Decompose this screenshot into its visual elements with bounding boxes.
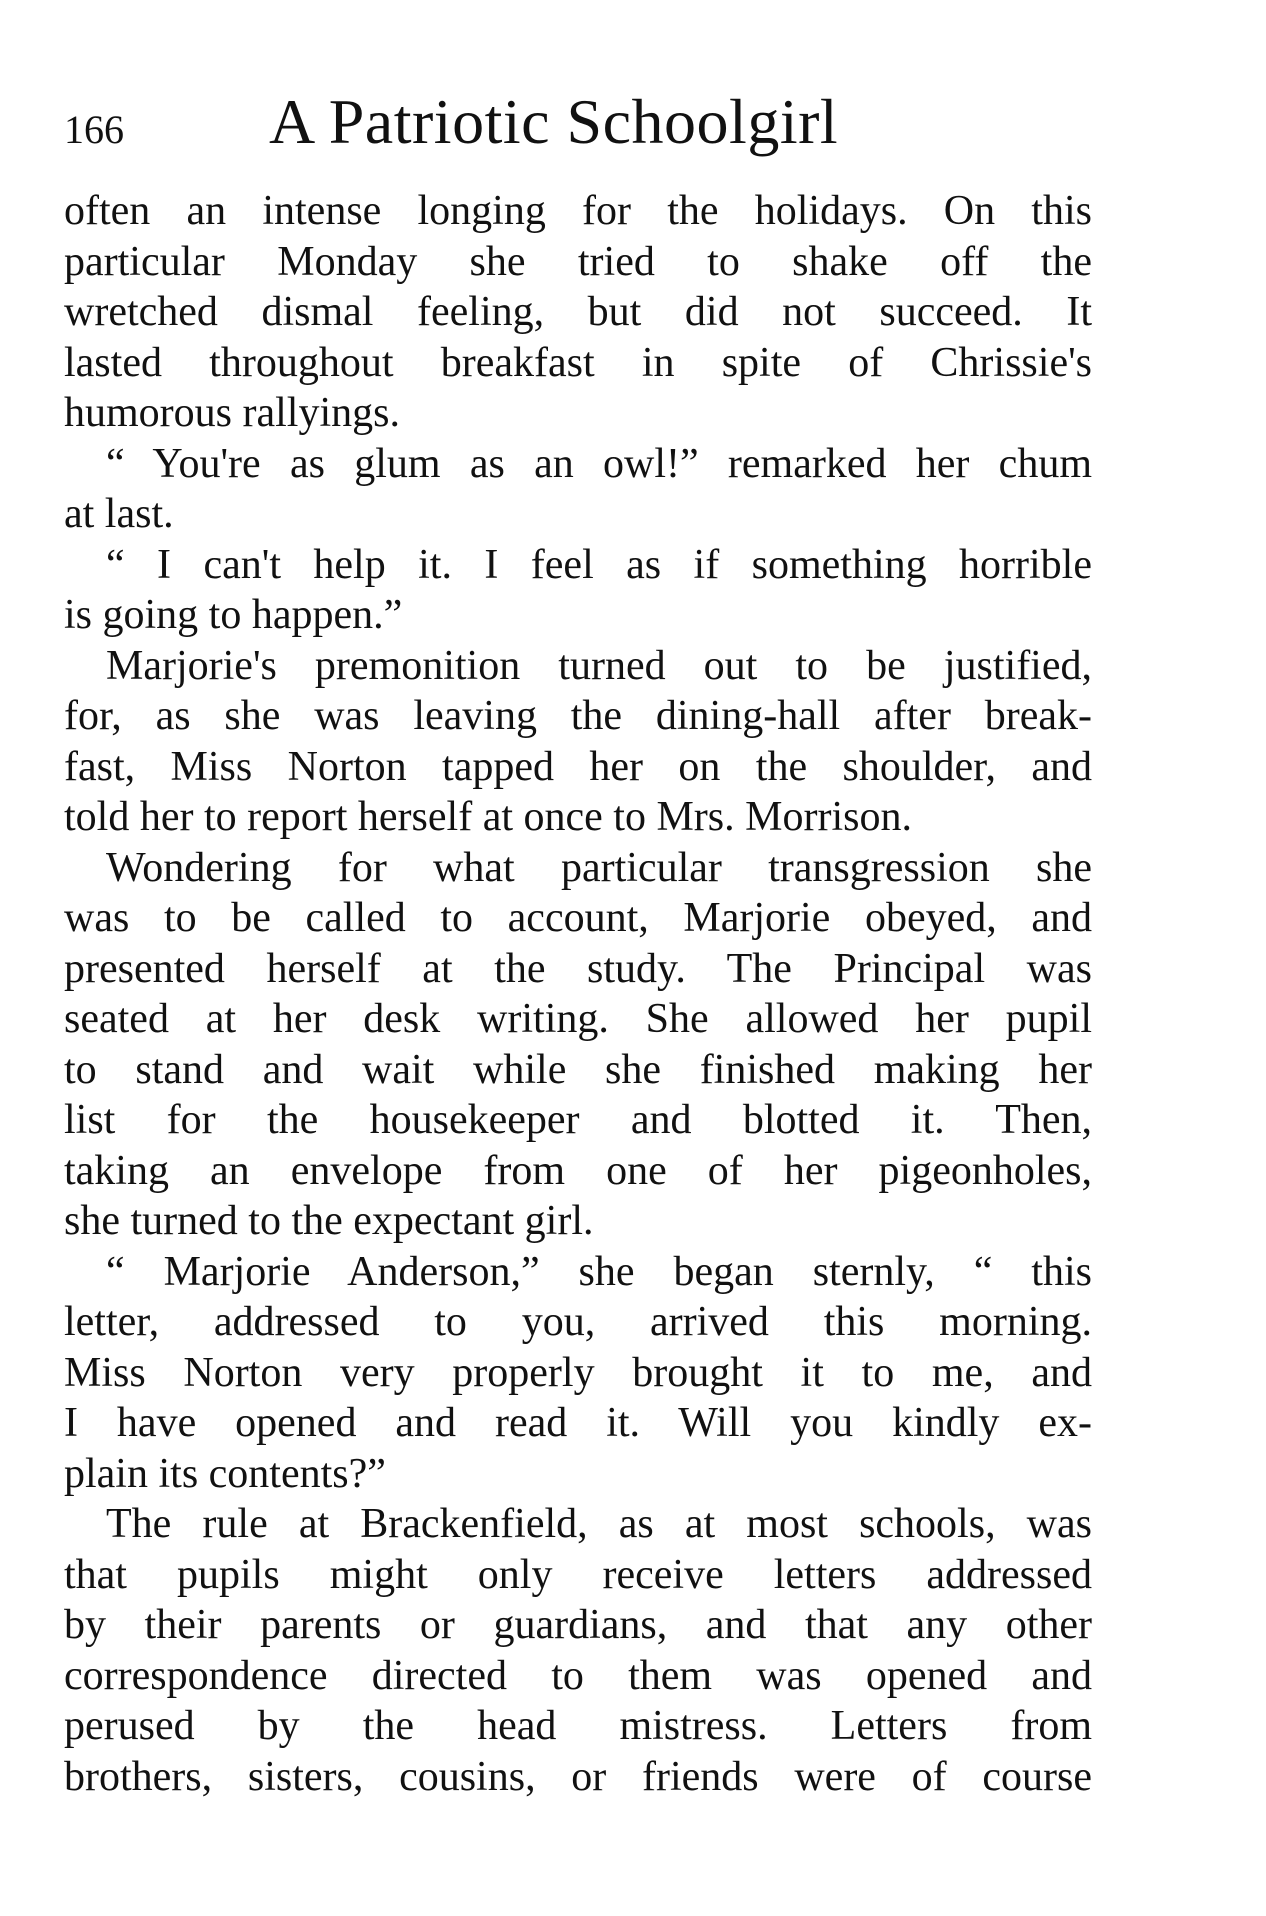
text-line: letter, addressed to you, arrived this morning. — [64, 1299, 1092, 1345]
text-line: often an intense longing for the holidays. On this — [64, 188, 1092, 234]
text-line: lasted throughout breakfast in spite of Chrissie's — [64, 339, 1092, 386]
text-line: The rule at Brackenfield, as at most schools, was — [106, 1501, 1092, 1547]
text-line: “ I can't help it. I feel as if something horrible — [106, 541, 1092, 588]
text-line: brothers, sisters, cousins, or friends were of course — [64, 1753, 1092, 1800]
running-title: A Patriotic Schoolgirl — [269, 86, 839, 157]
text-line: particular Monday she tried to shake off the — [64, 238, 1092, 285]
text-line: Wondering for what particular transgression she — [106, 844, 1092, 891]
body-text — [64, 186, 1092, 1802]
text-line: humorous rallyings. — [64, 390, 400, 436]
text-line: Miss Norton very properly brought it to me, and — [64, 1349, 1092, 1396]
text-line: list for the housekeeper and blotted it. Then, — [64, 1097, 1092, 1143]
text-line: wretched dismal feeling, but did not succeed. It — [64, 289, 1092, 335]
text-line: was to be called to account, Marjorie obeyed, and — [64, 895, 1092, 941]
text-line: seated at her desk writing. She allowed her pupil — [64, 996, 1092, 1042]
text-line: fast, Miss Norton tapped her on the shoulder, and — [64, 743, 1092, 790]
text-line: that pupils might only receive letters addressed — [64, 1551, 1092, 1598]
text-line: presented herself at the study. The Principal was — [64, 945, 1092, 992]
text-line: by their parents or guardians, and that any other — [64, 1602, 1092, 1648]
text-line: perused by the head mistress. Letters from — [64, 1703, 1092, 1749]
text-line: to stand and wait while she finished making her — [64, 1046, 1092, 1093]
text-line: plain its contents?” — [64, 1450, 386, 1497]
text-line: told her to report herself at once to Mrs. Morrison. — [64, 794, 912, 840]
text-line: correspondence directed to them was opened and — [64, 1652, 1092, 1699]
text-line: Marjorie's premonition turned out to be justified, — [106, 642, 1092, 689]
page-number: 166 — [64, 107, 124, 152]
text-line: for, as she was leaving the dining-hall after break- — [64, 693, 1092, 739]
text-line: she turned to the expectant girl. — [64, 1198, 594, 1244]
text-line: “ Marjorie Anderson,” she began sternly, “ this — [106, 1248, 1092, 1295]
page-header — [64, 72, 1104, 172]
text-line: I have opened and read it. Will you kindly ex- — [64, 1400, 1092, 1446]
text-line: taking an envelope from one of her pigeonholes, — [64, 1147, 1092, 1194]
text-line: is going to happen.” — [64, 592, 403, 638]
text-line: at last. — [64, 491, 174, 537]
text-line: “ You're as glum as an owl!” remarked her chum — [106, 440, 1092, 487]
